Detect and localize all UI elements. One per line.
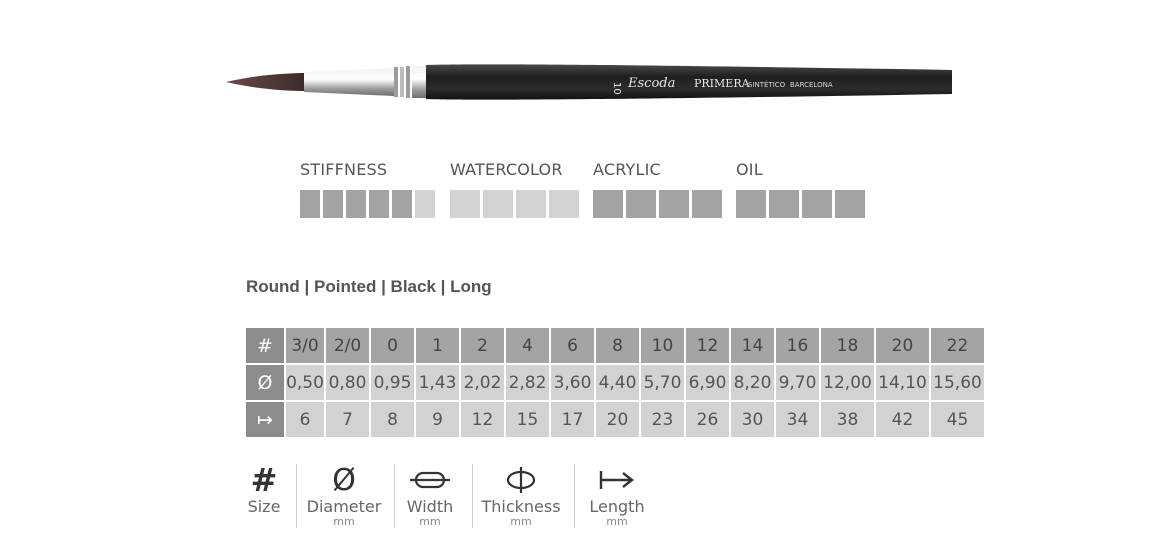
brush-model-print: PRIMERA	[694, 77, 750, 90]
rating-square	[300, 190, 320, 218]
legend-divider	[394, 464, 395, 528]
legend-width	[402, 462, 458, 528]
brush-brand-print: Escoda	[628, 76, 676, 91]
rating-squares	[300, 190, 435, 218]
diameter-cell: 6,90	[686, 365, 729, 400]
rating-square	[346, 190, 366, 218]
sizes-table	[244, 326, 986, 439]
legend-label: Length	[589, 497, 645, 516]
rating-oil	[736, 160, 763, 180]
legend-divider	[296, 464, 297, 528]
length-cell: 12	[461, 402, 504, 437]
size-cell: 20	[876, 328, 929, 363]
brush-description: Round | Pointed | Black | Long	[246, 277, 492, 296]
rating-label: STIFFNESS	[300, 160, 388, 179]
length-cell: 45	[931, 402, 984, 437]
size-row	[246, 328, 984, 363]
length-header-cell: ↦	[246, 402, 284, 437]
legend-thickness	[478, 462, 564, 528]
size-cell: 3/0	[286, 328, 324, 363]
size-cell: 18	[821, 328, 874, 363]
thickness-icon	[478, 462, 564, 498]
diameter-cell: 1,43	[416, 365, 459, 400]
size-cell: 12	[686, 328, 729, 363]
brush-city-print: BARCELONA	[790, 81, 833, 89]
length-cell: 42	[876, 402, 929, 437]
rating-label: WATERCOLOR	[450, 160, 563, 179]
length-cell: 9	[416, 402, 459, 437]
diameter-row	[246, 365, 984, 400]
rating-squares	[736, 190, 865, 218]
legend-unit: mm	[510, 515, 532, 528]
size-header-cell: #	[246, 328, 284, 363]
legend-diameter	[302, 462, 386, 528]
legend-size	[242, 462, 286, 528]
diameter-cell: 9,70	[776, 365, 819, 400]
rating-acrylic	[593, 160, 661, 180]
length-cell: 38	[821, 402, 874, 437]
diameter-cell: 0,95	[371, 365, 414, 400]
rating-label: ACRYLIC	[593, 160, 661, 179]
rating-square	[802, 190, 832, 218]
diameter-cell: 2,02	[461, 365, 504, 400]
rating-label: OIL	[736, 160, 763, 179]
size-cell: 4	[506, 328, 549, 363]
rating-square	[450, 190, 480, 218]
hash-icon: #	[250, 461, 278, 499]
rating-square	[549, 190, 579, 218]
diameter-cell: 0,80	[326, 365, 369, 400]
size-cell: 22	[931, 328, 984, 363]
length-cell: 15	[506, 402, 549, 437]
rating-square	[323, 190, 343, 218]
diameter-icon: Ø	[332, 462, 356, 498]
length-cell: 30	[731, 402, 774, 437]
legend-divider	[574, 464, 575, 528]
size-cell: 1	[416, 328, 459, 363]
rating-squares	[593, 190, 722, 218]
rating-square	[626, 190, 656, 218]
rating-square	[415, 190, 435, 218]
width-icon	[402, 462, 458, 498]
rating-square	[593, 190, 623, 218]
rating-square	[516, 190, 546, 218]
legend-label: Width	[406, 497, 454, 516]
size-cell: 2	[461, 328, 504, 363]
legend-label: Diameter	[306, 497, 382, 516]
rating-square	[692, 190, 722, 218]
diameter-cell: 0,50	[286, 365, 324, 400]
length-cell: 23	[641, 402, 684, 437]
diameter-cell: 8,20	[731, 365, 774, 400]
rating-square	[659, 190, 689, 218]
rating-square	[483, 190, 513, 218]
rating-squares	[450, 190, 579, 218]
size-cell: 2/0	[326, 328, 369, 363]
length-cell: 8	[371, 402, 414, 437]
legend-unit: mm	[606, 515, 628, 528]
legend-divider	[472, 464, 473, 528]
size-cell: 16	[776, 328, 819, 363]
ratings-panel	[300, 160, 900, 222]
diameter-cell: 4,40	[596, 365, 639, 400]
length-cell: 20	[596, 402, 639, 437]
brush-fiber-print: SINTÉTICO	[748, 81, 786, 89]
diameter-cell: 2,82	[506, 365, 549, 400]
length-arrow-icon	[584, 462, 650, 498]
length-cell: 26	[686, 402, 729, 437]
legend-unit: mm	[333, 515, 355, 528]
brush-image	[226, 60, 952, 104]
diameter-cell: 12,00	[821, 365, 874, 400]
brush-size-print: 10	[611, 82, 622, 95]
size-cell: 6	[551, 328, 594, 363]
length-row	[246, 402, 984, 437]
diameter-cell: 15,60	[931, 365, 984, 400]
rating-watercolor	[450, 160, 563, 180]
length-cell: 34	[776, 402, 819, 437]
legend-length	[584, 462, 650, 528]
length-cell: 6	[286, 402, 324, 437]
size-cell: 0	[371, 328, 414, 363]
diameter-header-cell: Ø	[246, 365, 284, 400]
size-cell: 10	[641, 328, 684, 363]
legend-label: Size	[247, 497, 281, 516]
diameter-cell: 5,70	[641, 365, 684, 400]
legend-label: Thickness	[481, 497, 561, 516]
diameter-cell: 14,10	[876, 365, 929, 400]
rating-square	[392, 190, 412, 218]
size-cell: 14	[731, 328, 774, 363]
rating-square	[369, 190, 389, 218]
size-cell: 8	[596, 328, 639, 363]
rating-stiffness	[300, 160, 387, 180]
length-cell: 17	[551, 402, 594, 437]
legend-unit: mm	[419, 515, 441, 528]
length-cell: 7	[326, 402, 369, 437]
rating-square	[769, 190, 799, 218]
rating-square	[736, 190, 766, 218]
diameter-cell: 3,60	[551, 365, 594, 400]
rating-square	[835, 190, 865, 218]
